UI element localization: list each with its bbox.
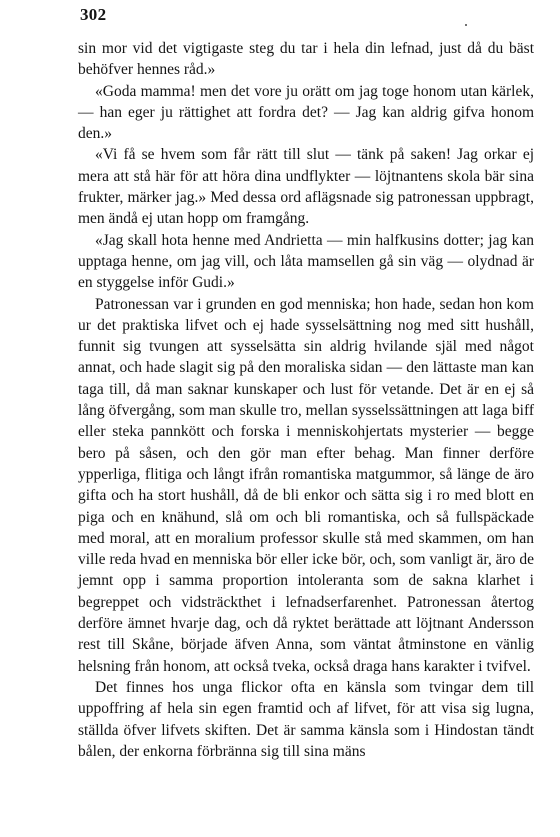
paragraph-dialogue: «Jag skall hota henne med Andrietta — min halfkusins dotter; jag kan upptaga henne, om jag vill, och låta mamsellen gå sin väg — olydnad är en styggelse inför Gudi.» <box>78 231 534 292</box>
paragraph-dialogue: «Vi få se hvem som får rätt till slut — tänk på saken! Jag orkar ej mera att stå här för att höra dina undflykter — löjtnantens skola bär sina frukter, märker jag.» Med dessa ord aflägsnade sig patronessan uppbragt, men ändå ej utan hopp om framgång. <box>78 146 534 228</box>
print-speck <box>465 24 467 26</box>
page-number: 302 <box>80 5 107 24</box>
paragraph-narration: Patronessan var i grunden en god menniska; hon hade, sedan hon kom ur det praktiska lifvet och ej hade sysselsättning nog med sitt hushåll, funnit sig tvungen att sysselsätta sin aldrig hvilande själ med något annat, och hade slagit sig på den moraliska sidan — den lättaste man kan taga till, då man saknar kunskaper och lust för vetande. Det är en ej så lång öfvergång, som man skulle tro, mellan sysselssättningen att laga biff eller steka pannkött och forska i menniskohjertats mysterier — begge bero på såsen, och den gör man efter behag. Man finner derföre ypperliga, flitiga och långt ifrån romantiska matgummor, så länge de äro gifta och ha stort hushåll, då de bli enkor och sätta sig i ro med blott en piga och en knähund, slå om och bli romantiska, och så fullspäckade med moral, att en moralium professor skulle stå med skammen, om han ville reda hvad en menniska bör eller icke bör, och, som vanligt är, äro de jemnt opp i samma proportion intoleranta som de sakna klarhet i begreppet och vidsträckthet i lefnadserfarenhet. Patronessan återtog derföre ämnet hvarje dag, och då ryktet berättade att löjtnant Andersson rest till Skåne, började äfven Anna, som väntat åtminstone en vänlig helsning från honom, att också tveka, också draga hans karakter i tvifvel. <box>78 295 534 675</box>
paragraph-continuation: sin mor vid det vigtigaste steg du tar i hela din lefnad, just då du bäst behöfver hennes råd.» <box>78 40 534 79</box>
page-body <box>78 38 534 762</box>
paragraph-dialogue: «Goda mamma! men det vore ju orätt om jag toge honom utan kärlek, — han eger ju rättighet att fordra det? — Jag kan aldrig gifva honom den.» <box>78 82 534 143</box>
paragraph-narration: Det finnes hos unga flickor ofta en känsla som tvingar dem till uppoffring af hela sin egen framtid och af lifvet, för att visa sig lugna, ställda öfver lifvets skiften. Det är samma känsla som i Hindostan tändt bålen, der enkorna förbränna sig till sina mäns <box>78 678 534 760</box>
